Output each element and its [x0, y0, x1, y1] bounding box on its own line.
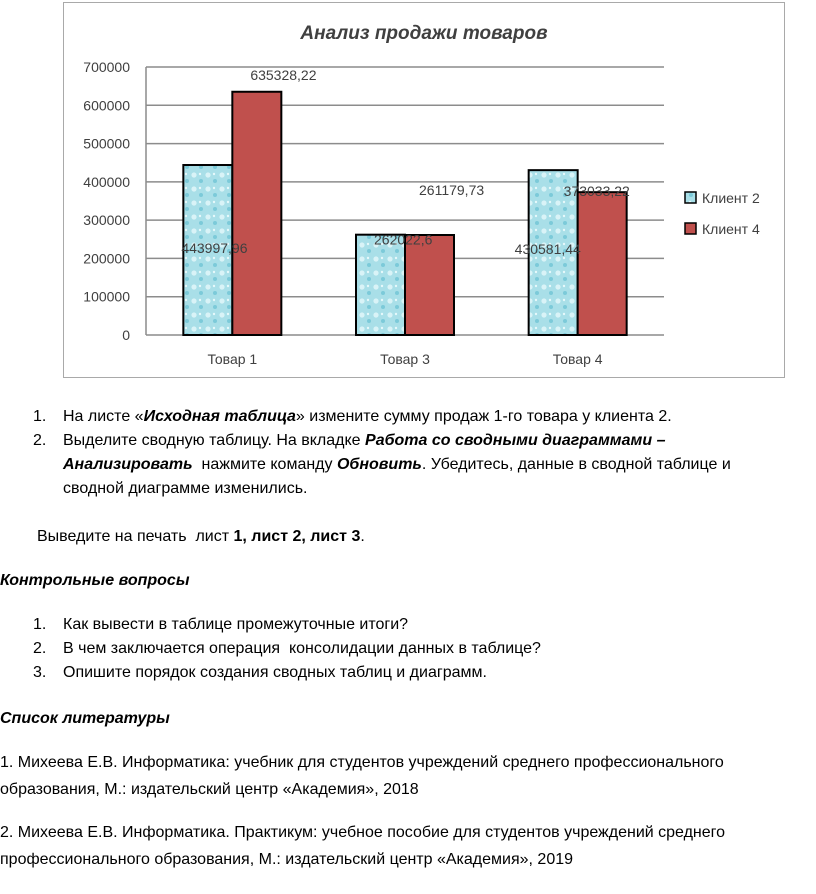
- legend-swatch: [685, 192, 696, 203]
- legend: [685, 190, 760, 237]
- step-2: [33, 429, 46, 453]
- y-tick-label: 0: [122, 327, 130, 343]
- question-number: 2.: [33, 640, 47, 657]
- literature-item-1-line-2: образования, М.: издательский центр «Академия», 2018: [0, 781, 419, 798]
- question-text: Опишите порядок создания сводных таблиц и диаграмм.: [63, 664, 487, 681]
- question-number: 3.: [33, 664, 47, 681]
- y-tick-label: 100000: [83, 288, 130, 305]
- y-tick-label: 300000: [83, 212, 130, 229]
- questions-heading: Контрольные вопросы: [0, 572, 190, 589]
- step-1-number: 1.: [33, 408, 47, 425]
- step-2-line-3: сводной диаграмме изменились.: [63, 480, 308, 497]
- legend-label: Клиент 4: [702, 221, 760, 237]
- data-label: 635328,22: [250, 66, 317, 83]
- bar: [405, 235, 454, 335]
- step-2-number: 2.: [33, 432, 47, 449]
- data-label: 373033,22: [563, 183, 630, 200]
- literature-item-2-line-1: 2. Михеева Е.В. Информатика. Практикум: учебное пособие для студентов учреждений среднего: [0, 824, 726, 841]
- step-2-line-1: Выделите сводную таблицу. На вкладке Работа со сводными диаграммами –: [63, 432, 666, 449]
- y-tick-label: 700000: [83, 59, 130, 75]
- bar-chart: [64, 3, 786, 379]
- x-tick-label: Товар 4: [552, 351, 603, 367]
- legend-label: Клиент 2: [702, 190, 760, 206]
- legend-swatch: [685, 223, 696, 234]
- step-2-line-2: Анализировать нажмите команду Обновить. Убедитесь, данные в сводной таблице и: [63, 456, 731, 473]
- data-label: 443997,96: [181, 240, 248, 257]
- step-1: [33, 405, 46, 429]
- command-name: Обновить: [336, 456, 422, 473]
- data-label: 262022,6: [374, 231, 433, 248]
- chart-frame: [63, 2, 785, 378]
- x-tick-label: Товар 3: [380, 351, 430, 367]
- chart-title: Анализ продажи товаров: [300, 23, 548, 44]
- y-tick-label: 400000: [83, 173, 130, 190]
- subtab-name: Анализировать: [63, 456, 193, 473]
- step-1-text: На листе «Исходная таблица» измените сумму продаж 1-го товара у клиента 2.: [63, 408, 672, 425]
- literature-item-2-line-2: профессионального образования, М.: издательский центр «Академия», 2019: [0, 851, 574, 868]
- data-label: 261179,73: [419, 182, 485, 199]
- y-tick-label: 200000: [83, 250, 130, 267]
- y-tick-label: 600000: [83, 97, 130, 114]
- question-text: В чем заключается операция консолидации данных в таблице?: [63, 640, 541, 657]
- bar: [578, 192, 627, 335]
- question-number: 1.: [33, 616, 47, 633]
- literature-item-1-line-1: 1. Михеева Е.В. Информатика: учебник для студентов учреждений среднего профессионального: [0, 754, 724, 771]
- sheet-name: Исходная таблица: [143, 408, 296, 425]
- x-axis: [207, 351, 602, 367]
- literature-heading: Список литературы: [0, 710, 170, 727]
- y-axis: [83, 59, 146, 343]
- x-tick-label: Товар 1: [207, 351, 258, 367]
- print-instruction: Выведите на печать лист 1, лист 2, лист 3.: [37, 528, 365, 545]
- question-text: Как вывести в таблице промежуточные итоги?: [63, 616, 409, 633]
- tab-name: Работа со сводными диаграммами –: [365, 432, 666, 449]
- data-label: 430581,44: [514, 241, 581, 258]
- bars: [183, 92, 626, 335]
- bar: [356, 235, 405, 335]
- bar: [232, 92, 281, 335]
- y-tick-label: 500000: [83, 135, 130, 152]
